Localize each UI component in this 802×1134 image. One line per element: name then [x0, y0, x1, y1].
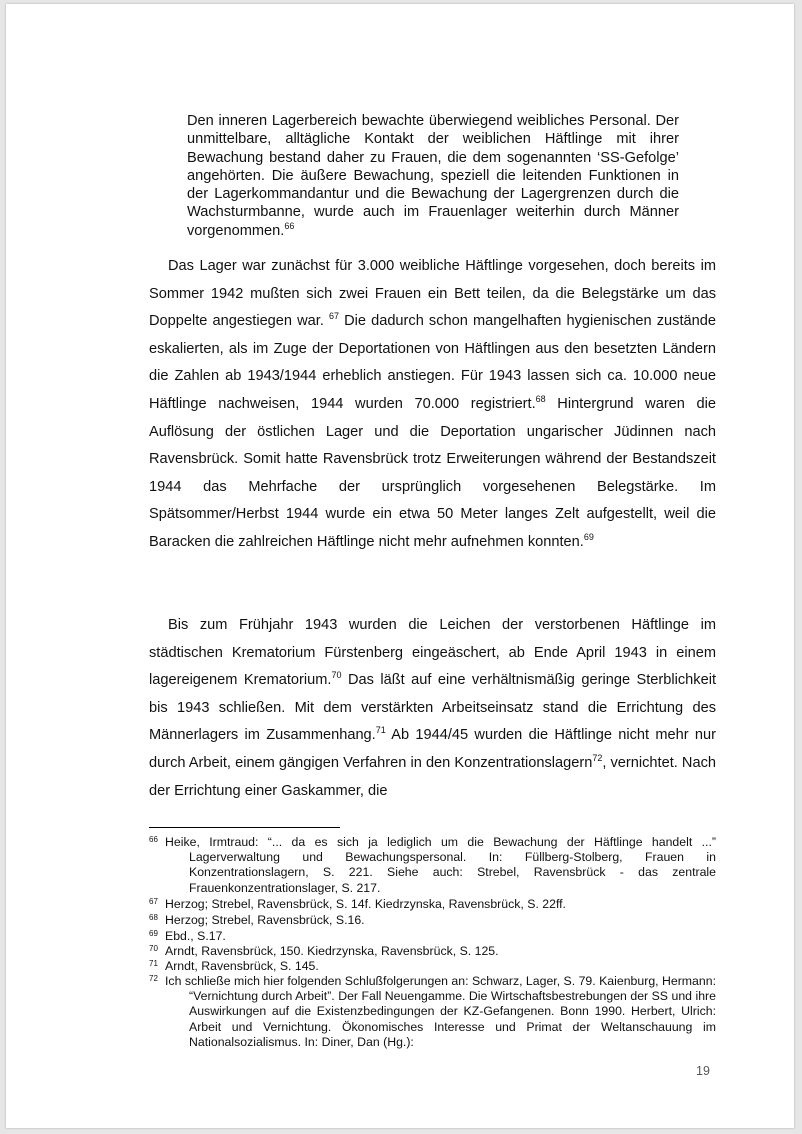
footnote-text: Arndt, Ravensbrück, S. 145.: [165, 959, 319, 973]
footnote-number: 71: [149, 959, 158, 968]
footnote-text: Ich schließe mich hier folgenden Schlußfolgerungen an: Schwarz, Lager, S. 79. Kaienburg, Hermann: “Vernichtung durch Arbeit”. Der Fall Neuengamme. Die Wirtschaftsbestrebungen der SS und ihre Auswirkungen auf die Existenzbedingungen der KZ-Gefangenen. Bonn 1990. Herbert, Ulrich: Arbeit und Vernichtung. Ökonomisches Interesse und Primat der Weltanschauung im Nationalsozialismus. In: Diner, Dan (Hg.):: [165, 974, 716, 1049]
footnote-ref-70[interactable]: 70: [331, 670, 342, 681]
footnote-number: 66: [149, 835, 158, 844]
footnote-text: Heike, Irmtraud: “... da es sich ja lediglich um die Bewachung der Häftlinge handelt ...” Lagerverwaltung und Bewachungspersonal. In: Füllberg-Stolberg, Frauen in Konzentrationslagern, S. 221. Siehe auch: Strebel, Ravensbrück - das zentrale Frauenkonzentrationslager, S. 217.: [165, 835, 716, 895]
footnote-ref-72[interactable]: 72: [592, 752, 603, 763]
footnote-ref-68[interactable]: 68: [535, 393, 546, 404]
page-number: 19: [696, 1064, 710, 1078]
footnote-number: 69: [149, 929, 158, 938]
footnote-69: [149, 929, 716, 944]
footnote-ref-71[interactable]: 71: [375, 725, 386, 736]
footnote-67: [149, 897, 716, 912]
footnote-text: Herzog; Strebel, Ravensbrück, S.16.: [165, 913, 365, 927]
footnote-number: 68: [149, 913, 158, 922]
block-quote: [187, 112, 679, 240]
footnote-separator: [149, 827, 340, 828]
footnote-text: Herzog; Strebel, Ravensbrück, S. 14f. Kiedrzynska, Ravensbrück, S. 22ff.: [165, 897, 566, 911]
footnote-68: [149, 913, 716, 928]
footnote-66: [149, 835, 716, 896]
footnote-number: 72: [149, 974, 158, 983]
paragraph-2: Bis zum Frühjahr 1943 wurden die Leichen der verstorbenen Häftlinge im städtischen Krematorium Fürstenberg eingeäschert, ab Ende April 1943 in einem lagereigenem Krematorium.$^{70}$ Das läßt auf eine verhältnismäßig geringe Sterblichkeit bis 1943 schließen. Mit dem verstärkten Arbeitseinsatz stand die Errichtung des Männerlagers im Zusammenhang.$^{71}$ Ab 1944/45 wurden die Häftlinge nicht mehr nur durch Arbeit, einem gängigen Verfahren in den Konzentrationslagern$^{72}$, vernichtet. Nach der Errichtung einer Gaskammer, die: [149, 617, 717, 799]
footnote-text: Arndt, Ravensbrück, 150. Kiedrzynska, Ravensbrück, S. 125.: [165, 944, 499, 958]
footnote-ref-69[interactable]: 69: [583, 531, 594, 542]
footnote-number: 70: [149, 944, 158, 953]
paragraph-1: Das Lager war zunächst für 3.000 weibliche Häftlinge vorgesehen, doch bereits im Sommer 1942 mußten sich zwei Frauen ein Bett teilen, da die Belegstärke um das Doppelte angestiegen war. $^{67}$ Die dadurch schon mangelhaften hygienischen zustände eskalierten, als im Zuge der Deportationen von Häftlingen aus den besetzten Ländern die Zahlen ab 1943/1944 erheblich anstiegen. Für 1943 lassen sich ca. 10.000 neue Häftlinge nachweisen, 1944 wurden 70.000 registriert.$^{68}$ Hintergrund waren die Auflösung der östlichen Lager und die Deportation ungarischer Jüdinnen nach Ravensbrück. Somit hatte Ravensbrück trotz Erweiterungen während der Bestandszeit 1944 das Mehrfache der ursprünglich vorgesehenen Belegstärke. Im Spätsommer/Herbst 1944 wurde ein etwa 50 Meter langes Zelt aufgestellt, weil die Baracken die zahlreichen Häftlinge nicht mehr aufnehmen konnten.$^{69}$: [149, 258, 716, 550]
footnote-ref-66[interactable]: 66: [284, 220, 295, 231]
footnote-text: Ebd., S.17.: [165, 929, 226, 943]
footnote-72: [149, 974, 716, 1050]
footnote-70: [149, 944, 716, 959]
footnote-ref-67[interactable]: 67: [328, 311, 339, 322]
footnote-number: 67: [149, 897, 158, 906]
block-quote-text: Den inneren Lagerbereich bewachte überwiegend weibliches Personal. Der unmittelbare, alltägliche Kontakt der weiblichen Häftlinge mit ihrer Bewachung bestand daher zu Frauen, die dem sogenannten ‘SS-Gefolge’ angehörten. Die äußere Bewachung, speziell die leitenden Funktionen in der Lagerkommandantur und die Bewachung der Lagergrenzen durch die Wachsturmbanne, wurde auch im Frauenlager weiterhin durch Männer vorgenommen.$^{66}$: [187, 113, 679, 239]
footnote-71: [149, 959, 716, 974]
